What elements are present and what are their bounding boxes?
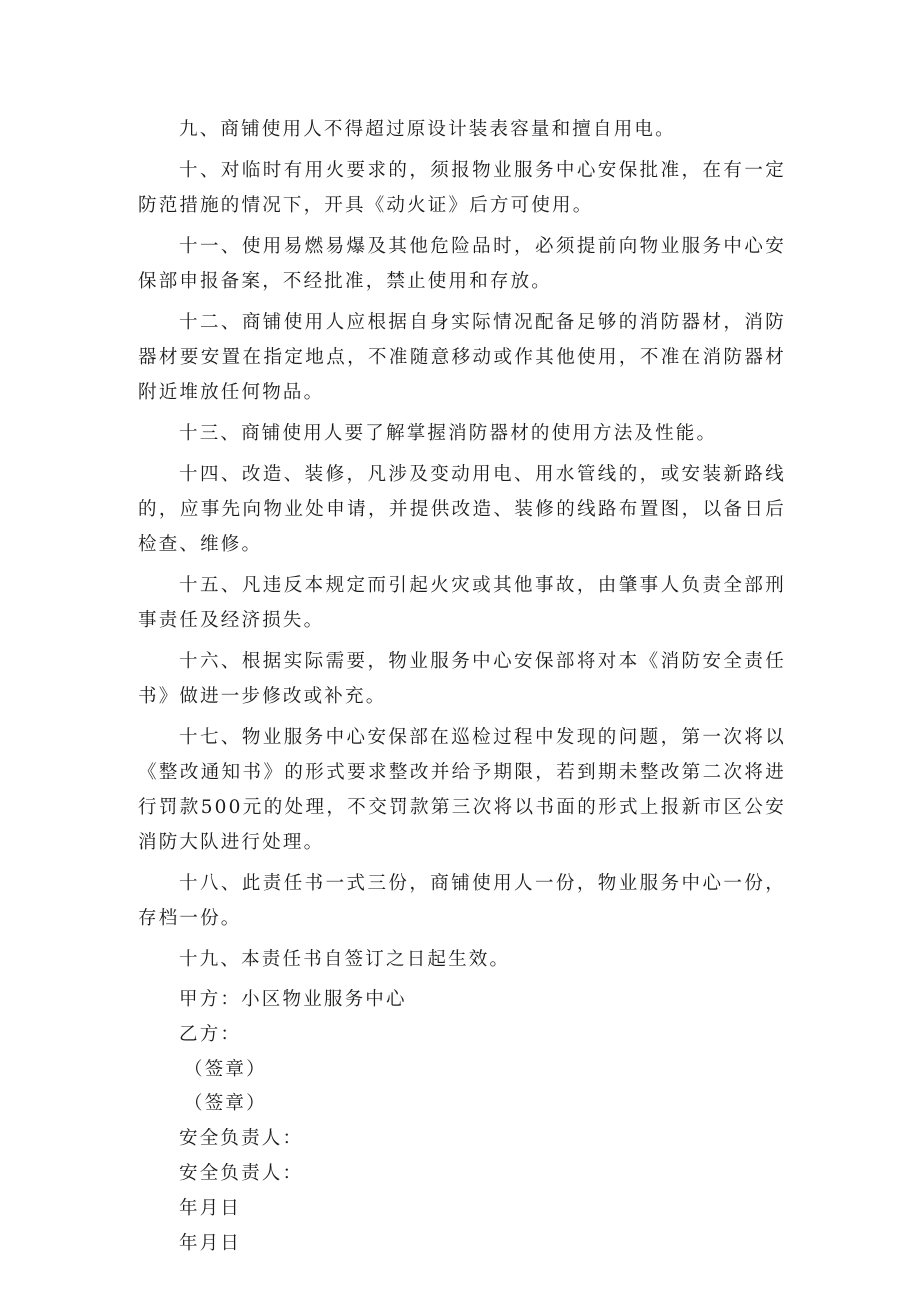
party-b-line: 乙方： — [179, 1023, 242, 1045]
party-a-line: 甲方：小区物业服务中心 — [179, 989, 407, 1010]
safety-officer-line-1: 安全负责人： — [179, 1128, 304, 1150]
date-line-2: 年月日 — [179, 1232, 242, 1254]
seal-line-2: （签章） — [184, 1093, 267, 1115]
clause-15: 十五、凡违反本规定而引起火灾或其他事故，由肇事人负责全部刑事责任及经济损失。 — [138, 575, 786, 631]
safety-officer-line-2: 安全负责人： — [179, 1162, 304, 1184]
document-page — [138, 112, 786, 1261]
clause-17: 十七、物业服务中心安保部在巡检过程中发现的问题，第一次将以《整改通知书》的形式要求整改并给予期限，若到期未整改第二次将进行罚款500元的处理，不交罚款第三次将以书面的形式上报新市区公安消防大队进行处理。 — [138, 727, 786, 853]
clause-10: 十、对临时有用火要求的，须报物业服务中心安保批准，在有一定防范措施的情况下，开具《动火证》后方可使用。 — [138, 160, 786, 216]
signature-block — [138, 983, 786, 1261]
clause-18: 十八、此责任书一式三份，商铺使用人一份，物业服务中心一份，存档一份。 — [138, 873, 786, 929]
clause-11: 十一、使用易燃易爆及其他危险品时，必须提前向物业服务中心安保部申报备案，不经批准，禁止使用和存放。 — [138, 236, 786, 292]
clause-19: 十九、本责任书自签订之日起生效。 — [179, 949, 511, 970]
clause-14: 十四、改造、装修，凡涉及变动用电、用水管线的，或安装新路线的，应事先向物业处申请，并提供改造、装修的线路布置图，以备日后检查、维修。 — [138, 464, 786, 555]
clause-12: 十二、商铺使用人应根据自身实际情况配备足够的消防器材，消防器材要安置在指定地点，不准随意移动或作其他使用，不准在消防器材附近堆放任何物品。 — [138, 312, 786, 403]
seal-line-1: （签章） — [184, 1058, 267, 1080]
clause-9: 九、商铺使用人不得超过原设计装表容量和擅自用电。 — [179, 119, 676, 140]
clause-16: 十六、根据实际需要，物业服务中心安保部将对本《消防安全责任书》做进一步修改或补充。 — [138, 651, 786, 707]
clause-13: 十三、商铺使用人要了解掌握消防器材的使用方法及性能。 — [179, 423, 718, 444]
date-line-1: 年月日 — [179, 1197, 242, 1219]
